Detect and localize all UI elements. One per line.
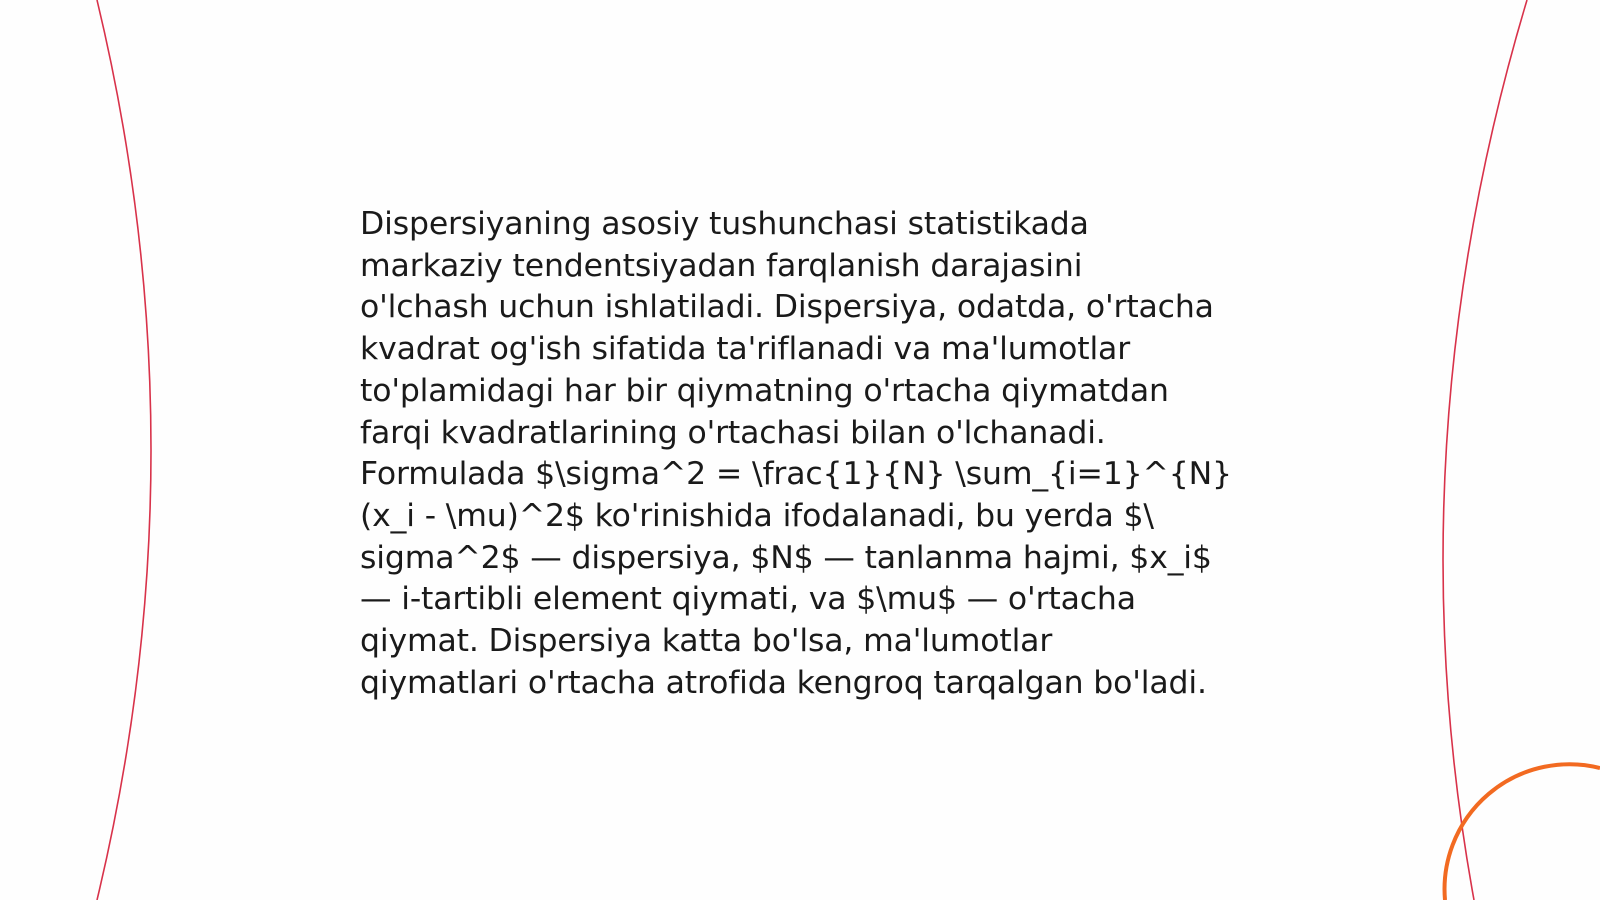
right-curve-line [1443, 0, 1527, 900]
body-paragraph: Dispersiyaning asosiy tushunchasi statistikada markaziy tendentsiyadan farqlanish darajasini o'lchash uchun ishlatiladi. Dispersiya, odatda, o'rtacha kvadrat og'ish sifatida ta'riflanadi va ma'lumotlar to'plamidagi har bir qiymatning o'rtacha qiymatdan farqi kvadratlarining o'rtachasi bilan o'lchanadi. Formulada $\sigma^2 = \frac{1}{N} \sum_{i=1}^{N} (x_i - \mu)^2$ ko'rinishida ifodalanadi, bu yerda $\ sigma^2$ — dispersiya, $N$ — tanlanma hajmi, $x_i$ — i-tartibli element qiymati, va $\mu$ — o'rtacha qiymat. Dispersiya katta bo'lsa, ma'lumotlar qiymatlari o'rtacha atrofida kengroq tarqalgan bo'ladi. [360, 206, 1232, 701]
left-curve-line [97, 0, 151, 900]
orange-arc [1445, 764, 1600, 900]
